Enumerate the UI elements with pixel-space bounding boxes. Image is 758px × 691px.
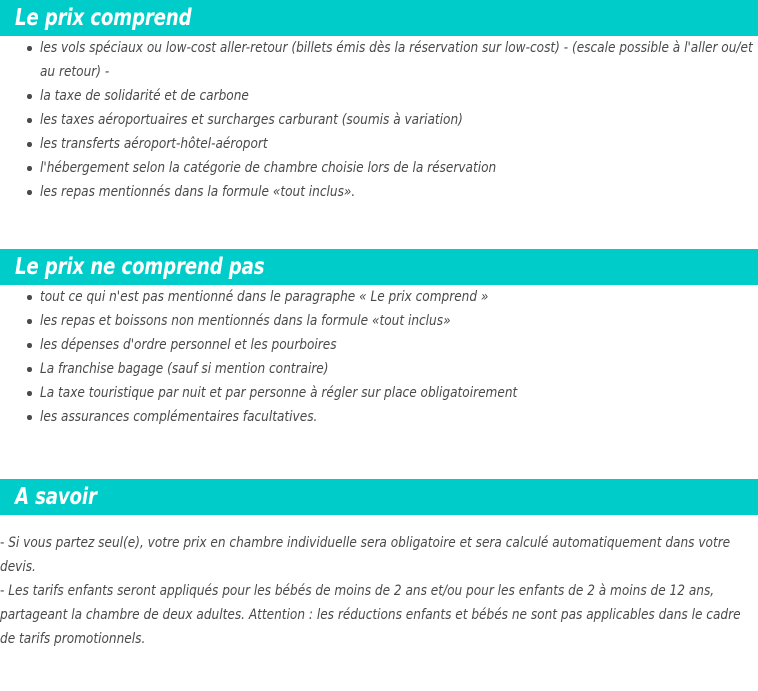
section-spacer xyxy=(0,204,758,249)
list-item xyxy=(0,357,758,381)
note-paragraph-text: - Les tarifs enfants seront appliqués pour les bébés de moins de 2 ans et/ou pour les enfants de 2 à moins de 12 ans, partageant la chambre de deux adultes. Attention : les réductions enfants et bébés ne sont pas applicables dans le cadre de tarifs promotionnels. xyxy=(0,583,741,647)
list-item xyxy=(0,405,758,429)
section-title-text: Le prix ne comprend pas xyxy=(15,254,265,280)
list-item xyxy=(0,381,758,405)
list-item xyxy=(0,36,758,84)
section-header-le-prix-comprend xyxy=(0,0,758,36)
list-item xyxy=(0,132,758,156)
list-item-text: La franchise bagage (sauf si mention contraire) xyxy=(40,361,329,377)
note-paragraph-text: - Si vous partez seul(e), votre prix en chambre individuelle sera obligatoire et sera calculé automatiquement dans votre devis. xyxy=(0,535,731,575)
a-savoir-notes xyxy=(0,515,758,651)
list-item-text: les dépenses d'ordre personnel et les pourboires xyxy=(40,337,337,353)
list-item-text: les repas et boissons non mentionnés dans la formule «tout inclus» xyxy=(40,313,451,329)
section-header-le-prix-ne-comprend-pas xyxy=(0,249,758,285)
list-item-text: les taxes aéroportuaires et surcharges carburant (soumis à variation) xyxy=(40,112,463,128)
list-item xyxy=(0,333,758,357)
list-item-text: la taxe de solidarité et de carbone xyxy=(40,88,249,104)
list-item-text: les vols spéciaux ou low-cost aller-retour (billets émis dès la réservation sur low-cost) - (escale possible à l'aller ou/et au retour) - xyxy=(40,40,753,80)
excluded-items-list xyxy=(0,285,758,429)
list-item-text: les repas mentionnés dans la formule «tout inclus». xyxy=(40,184,356,200)
list-item-text: les transferts aéroport-hôtel-aéroport xyxy=(40,136,268,152)
note-paragraph xyxy=(0,531,750,579)
list-item-text: tout ce qui n'est pas mentionné dans le paragraphe « Le prix comprend » xyxy=(40,289,489,305)
list-item-text: les assurances complémentaires facultatives. xyxy=(40,409,318,425)
section-spacer xyxy=(0,429,758,479)
list-item xyxy=(0,156,758,180)
section-title-text: A savoir xyxy=(15,484,97,510)
list-item xyxy=(0,285,758,309)
note-paragraph xyxy=(0,579,750,651)
list-item xyxy=(0,108,758,132)
section-header-a-savoir xyxy=(0,479,758,515)
list-item xyxy=(0,180,758,204)
list-item xyxy=(0,309,758,333)
list-item xyxy=(0,84,758,108)
section-title-text: Le prix comprend xyxy=(15,5,192,31)
list-item-text: La taxe touristique par nuit et par personne à régler sur place obligatoirement xyxy=(40,385,518,401)
list-item-text: l'hébergement selon la catégorie de chambre choisie lors de la réservation xyxy=(40,160,497,176)
included-items-list xyxy=(0,36,758,204)
